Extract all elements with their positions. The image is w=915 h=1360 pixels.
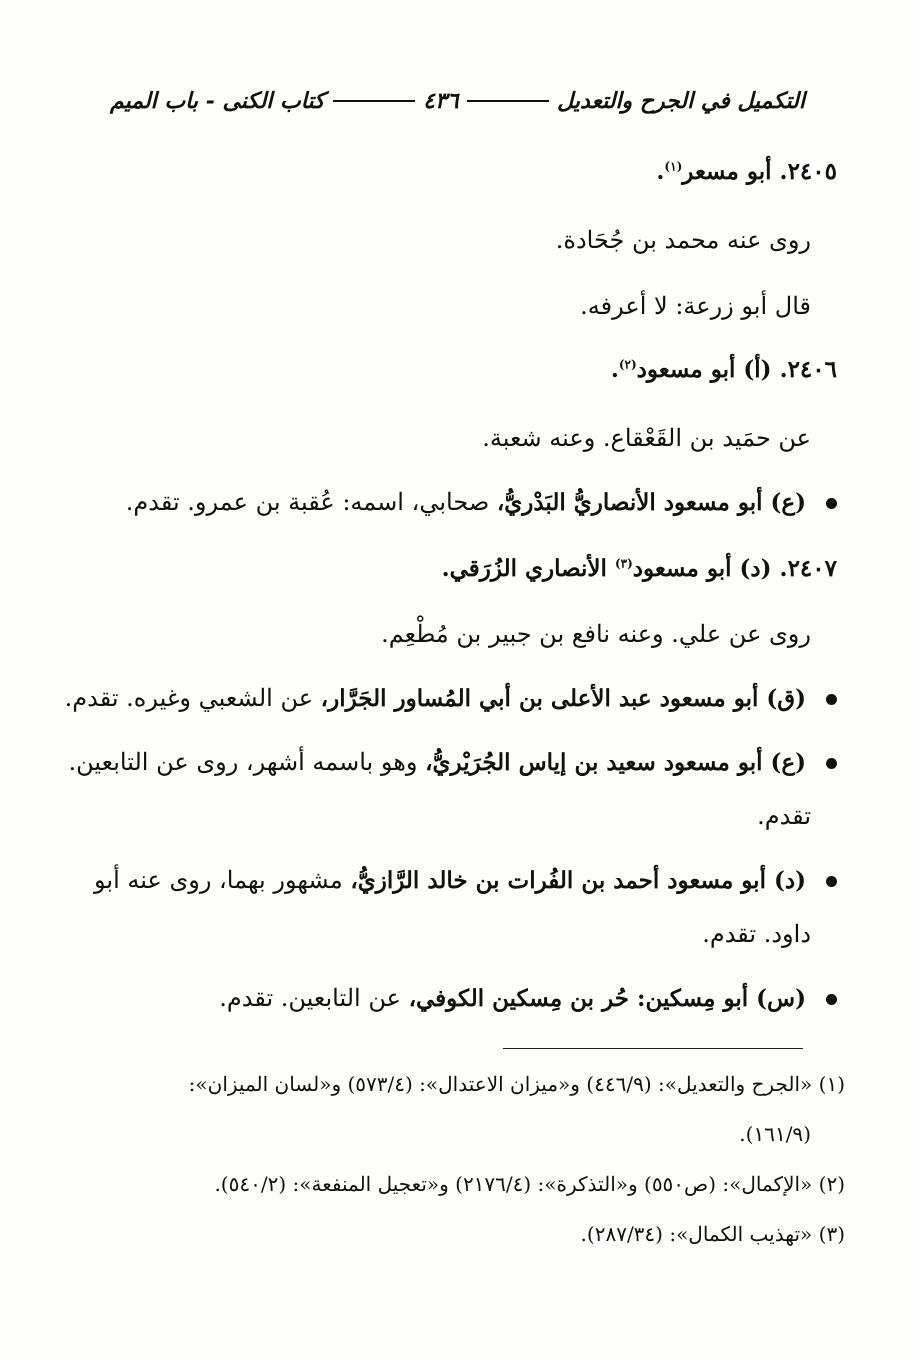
bullet-item: (د) أبو مسعود أحمد بن الفُرات بن خالد الرَّازيُّ، مشهور بهما، روى عنه أبو xyxy=(94,866,837,894)
page-number: ٤٣٦ xyxy=(423,88,459,114)
footnote-ref: (١) xyxy=(664,159,683,174)
entry-2406-text: عن حمَيد بن القَعْقاع. وعنه شعبة. xyxy=(482,424,811,452)
header-book-title: التكميل في الجرح والتعديل xyxy=(557,88,805,114)
bullet-item: (س) أبو مِسكين: حُر بن مِسكين الكوفي، عن التابعين. تقدم. xyxy=(219,984,837,1012)
footnote: (١) «الجرح والتعديل»: (٤٤٦/٩) و«ميزان الاعتدال»: (٥٧٣/٤) و«لسان الميزان»: xyxy=(188,1072,845,1096)
footnote: (٢) «الإكمال»: (ص٥٥٠) و«التذكرة»: (٢١٧٦/٤) و«تعجيل المنفعة»: (٥٤٠/٢). xyxy=(214,1172,845,1196)
footnote-continuation: (١٦١/٩). xyxy=(739,1122,811,1146)
entry-2405-heading: ٢٤٠٥. أبو مسعر$^{(١)}$. xyxy=(656,158,837,185)
footnote-ref: (٣) xyxy=(614,556,633,571)
footnote-ref: (٢) xyxy=(618,357,637,372)
bullet-item: (ق) أبو مسعود عبد الأعلى بن أبي المُساور الجَرَّار، عن الشعبي وغيره. تقدم. xyxy=(65,684,837,712)
running-header xyxy=(110,88,805,114)
entry-2405-text: قال أبو زرعة: لا أعرفه. xyxy=(580,292,811,320)
header-rule xyxy=(333,100,416,102)
bullet-icon xyxy=(826,694,837,705)
bullet-icon xyxy=(826,498,837,509)
entry-2407-text: روى عن علي. وعنه نافع بن جبير بن مُطْعِم. xyxy=(381,620,811,648)
footnote-separator xyxy=(503,1048,803,1049)
bullet-icon xyxy=(826,994,837,1005)
bullet-continuation: تقدم. xyxy=(757,802,811,830)
entry-2407-heading: ٢٤٠٧. (د) أبو مسعود$^{(٣)}$ الأنصاري الزُرَقي. xyxy=(441,555,837,582)
footnote: (٣) «تهذيب الكمال»: (٢٨٧/٣٤). xyxy=(580,1222,845,1246)
bullet-icon xyxy=(826,758,837,769)
header-chapter: كتاب الكنى - باب الميم xyxy=(109,88,325,114)
entry-2406-heading: ٢٤٠٦. (أ) أبو مسعود$^{(٢)}$. xyxy=(610,356,837,383)
bullet-item: (ع) أبو مسعود سعيد بن إياس الجُرَيْريُّ، وهو باسمه أشهر، روى عن التابعين. xyxy=(69,748,837,776)
bullet-continuation: داود. تقدم. xyxy=(702,920,811,948)
header-rule xyxy=(467,100,550,102)
bullet-icon xyxy=(826,876,837,887)
bullet-item: (ع) أبو مسعود الأنصاريُّ البَدْريُّ، صحابي، اسمه: عُقبة بن عمرو. تقدم. xyxy=(126,488,837,516)
entry-2405-text: روى عنه محمد بن جُحَادة. xyxy=(555,226,811,254)
